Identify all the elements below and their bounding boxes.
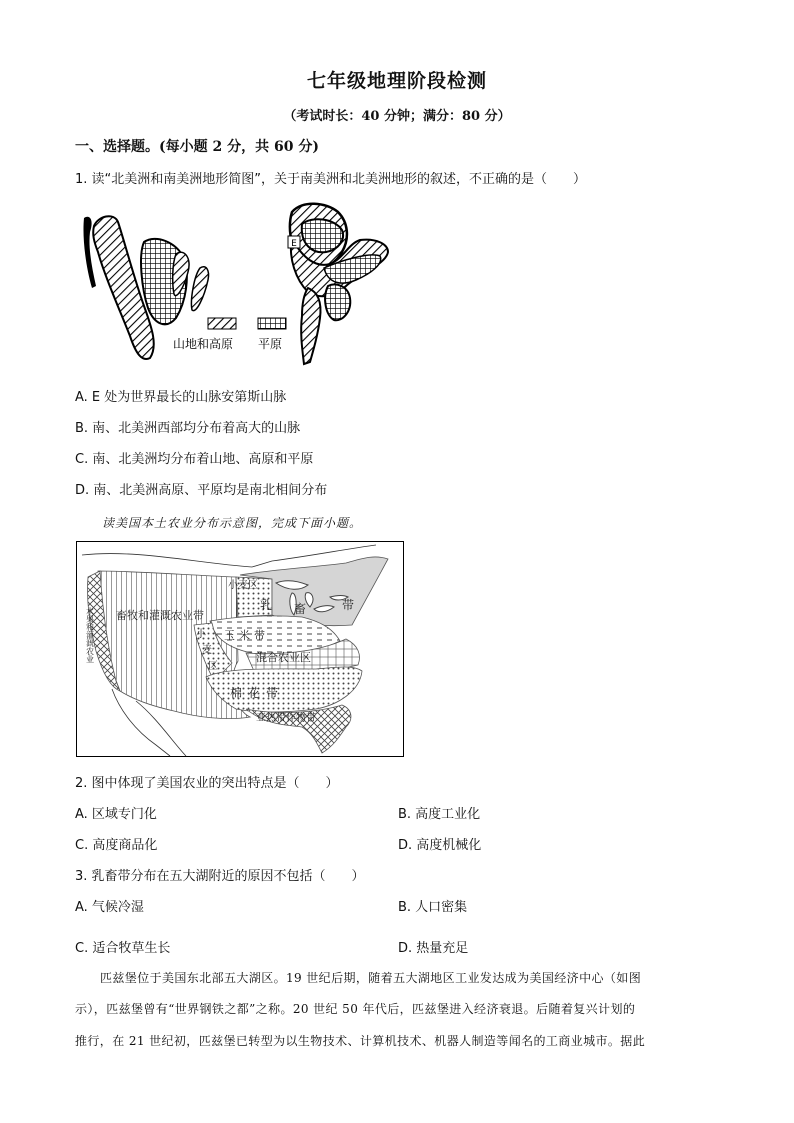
passage-line-1: 匹兹堡位于美国东北部五大湖区。19 世纪后期，随着五大湖地区工业发达成为美国经济中心（如图 [100, 971, 642, 985]
q1-option-b[interactable]: B. 南、北美洲西部均分布着高大的山脉 [75, 421, 301, 436]
q3-option-b[interactable]: B. 人口密集 [398, 900, 468, 915]
legend-swatch-plains [258, 318, 286, 329]
label-livestock: 畜牧和灌溉农业带 [116, 609, 204, 622]
q1-option-a[interactable]: A. E 处为世界最长的山脉安第斯山脉 [75, 390, 287, 405]
label-mixed: 混合农业区 [256, 651, 311, 664]
label-dairy-3: 带 [342, 598, 355, 612]
label-wheat-south-2: 麦 [202, 645, 212, 656]
label-wheat-north: 小麦区 [228, 580, 258, 591]
marker-e: E [291, 239, 297, 249]
label-wheat-south-1: 小 [196, 629, 206, 640]
section-heading: 一、选择题。(每小题 2 分，共 60 分) [75, 139, 319, 155]
passage-line-2: 示），匹兹堡曾有“世界钢铁之都”之称。20 世纪 50 年代后，匹兹堡进入经济衰退。后随着复兴计划的 [75, 1002, 636, 1016]
q2-option-d[interactable]: D. 高度机械化 [398, 838, 482, 853]
south-america-shape [288, 204, 388, 364]
question-2-stem: 2. 图中体现了美国农业的突出特点是（ ） [75, 776, 339, 791]
legend-swatch-mountains [208, 318, 236, 329]
legend-label-mountains: 山地和高原 [173, 337, 234, 351]
label-subtropical: 亚热带作物带 [256, 713, 316, 724]
exam-info: （考试时长：40 分钟；满分：80 分） [283, 109, 511, 124]
americas-terrain-map [80, 198, 400, 370]
question-3-stem: 3. 乳畜带分布在五大湖附近的原因不包括（ ） [75, 869, 365, 884]
label-corn: 玉米带 [224, 629, 269, 642]
q3-option-c[interactable]: C. 适合牧草生长 [75, 941, 171, 956]
label-dairy-1: 乳 [260, 598, 273, 612]
q2-option-b[interactable]: B. 高度工业化 [398, 807, 481, 822]
q1-option-d[interactable]: D. 南、北美洲高原、平原均是南北相间分布 [75, 483, 328, 498]
page-title: 七年级地理阶段检测 [306, 70, 487, 92]
q3-option-d[interactable]: D. 热量充足 [398, 941, 469, 956]
q2-option-c[interactable]: C. 高度商品化 [75, 838, 158, 853]
q2-option-a[interactable]: A. 区域专门化 [75, 807, 157, 822]
question-1-stem: 1. 读“北美洲和南美洲地形简图”，关于南美洲和北美洲地形的叙述，不正确的是（ ） [75, 172, 587, 187]
q3-option-a[interactable]: A. 气候冷湿 [75, 900, 144, 915]
terrain-legend [173, 318, 286, 351]
label-dairy-2: 畜 [294, 602, 307, 616]
passage-line-3: 推行，在 21 世纪初，匹兹堡已转型为以生物技术、计算机技术、机器人制造等闻名的工商业城市。据此 [75, 1034, 646, 1048]
q1-option-c[interactable]: C. 南、北美洲均分布着山地、高原和平原 [75, 452, 314, 467]
label-wheat-south-3: 区 [208, 661, 218, 672]
map-intro: 读美国本土农业分布示意图，完成下面小题。 [102, 516, 363, 530]
label-fruit: 水果和灌溉农业 [85, 607, 95, 663]
us-agriculture-map [76, 541, 404, 757]
label-cotton: 棉花带 [230, 686, 285, 700]
legend-label-plains: 平原 [258, 337, 283, 351]
